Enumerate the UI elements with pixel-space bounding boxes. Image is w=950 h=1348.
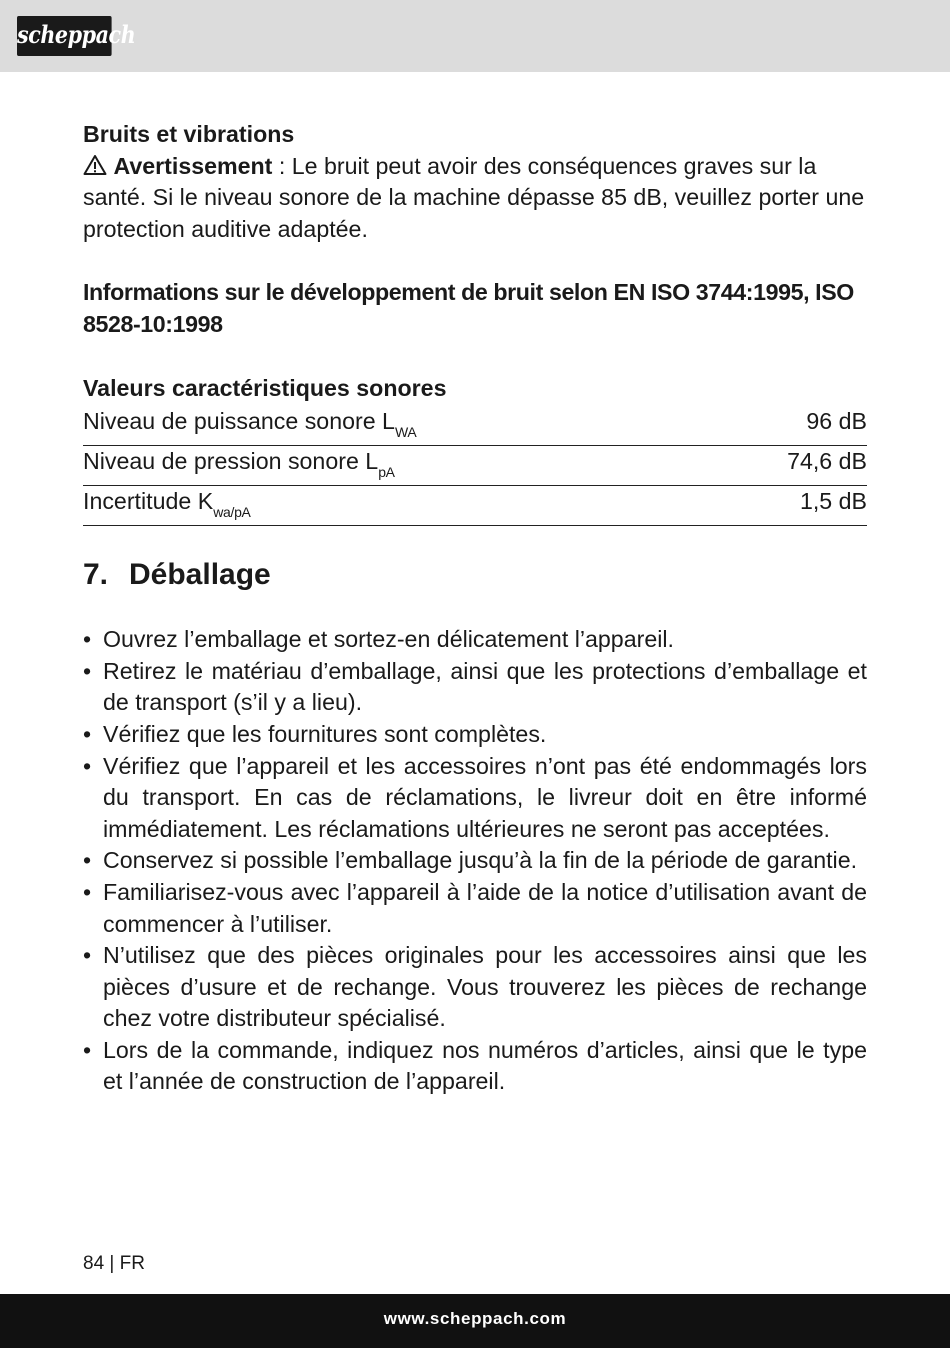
list-item: • Vérifiez que les fournitures sont complètes.	[83, 720, 547, 747]
row-subscript: wa/pA	[213, 504, 251, 521]
table-row	[83, 446, 867, 486]
section-number: 7.	[83, 558, 109, 592]
sound-values-table	[83, 406, 867, 526]
footer-bar	[0, 1294, 950, 1348]
noise-heading: Bruits et vibrations	[83, 121, 295, 147]
row-label: Incertitude $K_{wa/pA}$	[83, 488, 251, 521]
sound-values-heading: Valeurs caractéristiques sonores	[83, 374, 447, 401]
row-subscript: WA	[394, 424, 417, 441]
warning-paragraph	[83, 151, 867, 246]
list-item: • Vérifiez que l’appareil et les accessoires n’ont pas été endommagés lors du transport. En cas de réclamations, le livreur doit en être informé immédiatement. Les réclamations ultérieures ne seront pas acceptées.	[83, 752, 867, 842]
row-label: Niveau de puissance sonore $L_{WA}$	[83, 408, 417, 441]
warning-triangle-icon	[83, 153, 107, 175]
page-header	[0, 0, 950, 72]
list-item: • Lors de la commande, indiquez nos numéros d’articles, ainsi que le type et l’année de construction de l’appareil.	[83, 1036, 867, 1095]
list-item: • Retirez le matériau d’emballage, ainsi que les protections d’emballage et de transport (s’il y a lieu).	[83, 657, 867, 716]
list-item: • Ouvrez l’emballage et sortez-en délicatement l’appareil.	[83, 626, 674, 653]
brand-logo: scheppach	[17, 16, 112, 56]
warning-label: Avertissement	[113, 152, 273, 179]
table-row	[83, 486, 867, 526]
table-row	[83, 406, 867, 446]
unpacking-list	[83, 624, 867, 1098]
row-subscript: pA	[378, 464, 395, 481]
website-link[interactable]: www.scheppach.com	[383, 1309, 567, 1328]
list-item: • N’utilisez que des pièces originales pour les accessoires ainsi que les pièces d’usure et de rechange. Vous trouverez les pièces de rechange chez votre distributeur spécialisé.	[83, 942, 867, 1032]
list-item: • Familiarisez-vous avec l’appareil à l’aide de la notice d’utilisation avant de commencer à l’utiliser.	[83, 878, 867, 937]
page-content	[83, 119, 867, 1098]
warning-text: : Le bruit peut avoir des conséquences graves sur la santé. Si le niveau sonore de la machine dépasse 85 dB, veuillez porter une protection auditive adaptée.	[83, 152, 865, 242]
row-label: Niveau de pression sonore $L_{pA}$	[83, 448, 395, 481]
row-value: 74,6 dB	[787, 448, 867, 475]
row-value: 1,5 dB	[799, 488, 867, 515]
row-value: 96 dB	[806, 408, 867, 435]
noise-info-title: Informations sur le développement de bruit selon EN ISO 3744:1995, ISO 8528-10:1998	[83, 279, 854, 337]
section-title-text: Déballage	[129, 558, 271, 592]
section-title	[83, 557, 867, 593]
list-item: • Conservez si possible l’emballage jusqu’à la fin de la période de garantie.	[83, 847, 858, 874]
page-number: 84 | FR	[83, 1253, 145, 1274]
